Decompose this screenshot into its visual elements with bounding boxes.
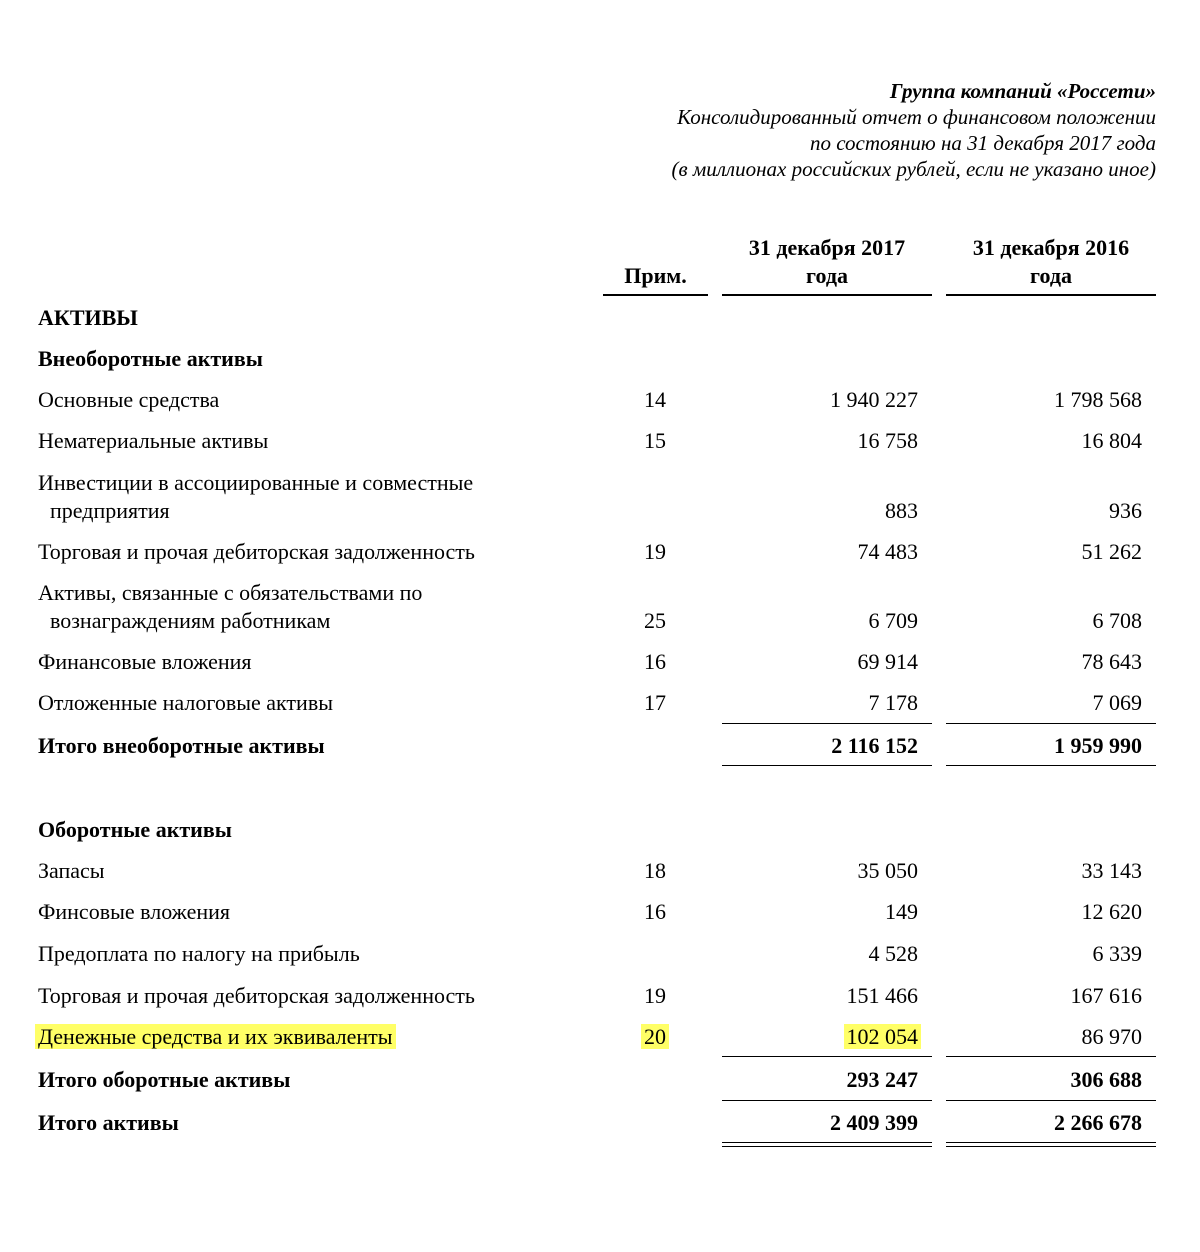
row-note: 17	[644, 690, 666, 715]
col-note-underline	[603, 294, 708, 296]
row-label: Финансовые вложения	[38, 649, 252, 674]
report-header	[672, 78, 1156, 182]
row-label: Итого внеоборотные активы	[38, 733, 325, 758]
company-name: Группа компаний «Россети»	[889, 79, 1156, 103]
section-noncurrent-label: Внеоборотные активы	[38, 346, 263, 371]
row-value-2017: 16 758	[857, 428, 918, 453]
row-value-2017: 293 247	[846, 1067, 918, 1092]
row-value-2017: 74 483	[857, 539, 918, 564]
row-note: 19	[644, 983, 666, 1008]
row-value-2016: 6 339	[1092, 941, 1142, 966]
row-note: 16	[644, 899, 666, 924]
row-value-2016: 306 688	[1070, 1067, 1142, 1092]
row-value-2016: 7 069	[1092, 690, 1142, 715]
row-label	[38, 579, 558, 635]
row-label-line2: вознаграждениям работникам	[50, 608, 331, 633]
col-2016-line1: 31 декабря 2016	[972, 235, 1130, 260]
row-value-2017: 69 914	[857, 649, 918, 674]
row-value-2017: 35 050	[857, 858, 918, 883]
row-value-2017: 6 709	[868, 608, 918, 633]
highlighted-note: 20	[641, 1024, 669, 1049]
col-2017-header	[722, 234, 932, 290]
row-value-2016: 86 970	[1081, 1024, 1142, 1049]
row-label: Итого оборотные активы	[38, 1067, 291, 1092]
row-label: Торговая и прочая дебиторская задолженность	[38, 539, 475, 564]
subtotal-rule-2016	[946, 1056, 1156, 1057]
row-value-2017: 4 528	[868, 941, 918, 966]
report-title: Консолидированный отчет о финансовом положении	[677, 105, 1156, 129]
report-date: по состоянию на 31 декабря 2017 года	[810, 131, 1156, 155]
row-value-2016: 1 959 990	[1054, 733, 1142, 758]
row-value-2016: 78 643	[1081, 649, 1142, 674]
row-label	[38, 1023, 558, 1051]
col-2017-line2: года	[806, 263, 848, 288]
col-2017-line1: 31 декабря 2017	[748, 235, 906, 260]
row-label: Нематериальные активы	[38, 428, 269, 453]
subtotal-rule-2016	[946, 723, 1156, 724]
col-2017-underline	[722, 294, 932, 296]
highlighted-label: Денежные средства и их эквиваленты	[35, 1024, 396, 1049]
row-value-2017: 2 409 399	[830, 1110, 918, 1135]
section-assets-label: АКТИВЫ	[38, 305, 138, 330]
total-rule-2017	[722, 765, 932, 766]
row-label-line1: Активы, связанные с обязательствами по	[38, 580, 423, 605]
col-note-label: Прим.	[624, 263, 687, 288]
row-label-line2: предприятия	[50, 498, 170, 523]
row-value-2016: 6 708	[1092, 608, 1142, 633]
row-note: 16	[644, 649, 666, 674]
row-note: 14	[644, 387, 666, 412]
row-value-2017: 7 178	[868, 690, 918, 715]
report-units: (в миллионах российских рублей, если не указано иное)	[671, 157, 1156, 181]
row-value-2017: 1 940 227	[830, 387, 918, 412]
col-2016-underline	[946, 294, 1156, 296]
grand-total-double-rule-2016	[946, 1142, 1156, 1147]
total-rule-2016	[946, 765, 1156, 766]
row-label	[38, 469, 558, 525]
row-value-2016: 1 798 568	[1054, 387, 1142, 412]
row-label: Основные средства	[38, 387, 220, 412]
row-label: Итого активы	[38, 1110, 179, 1135]
row-note: 18	[644, 858, 666, 883]
row-value-2017: 2 116 152	[831, 733, 918, 758]
section-current-label: Оборотные активы	[38, 817, 232, 842]
row-label: Торговая и прочая дебиторская задолженность	[38, 983, 475, 1008]
grand-total-double-rule-2017	[722, 1142, 932, 1147]
row-value-2016: 33 143	[1081, 858, 1142, 883]
row-value-2017	[847, 1023, 919, 1051]
highlighted-value: 102 054	[844, 1024, 922, 1049]
row-value-2016: 51 262	[1081, 539, 1142, 564]
row-note: 19	[644, 539, 666, 564]
row-label: Предоплата по налогу на прибыль	[38, 941, 360, 966]
col-2016-line2: года	[1030, 263, 1072, 288]
row-value-2017: 883	[885, 498, 918, 523]
row-label: Запасы	[38, 858, 105, 883]
total-rule-2016	[946, 1100, 1156, 1101]
row-label: Финсовые вложения	[38, 899, 230, 924]
row-label-line1: Инвестиции в ассоциированные и совместные	[38, 470, 474, 495]
col-2016-header	[946, 234, 1156, 290]
row-value-2017: 151 466	[846, 983, 918, 1008]
row-value-2016: 12 620	[1081, 899, 1142, 924]
row-value-2016: 16 804	[1081, 428, 1142, 453]
row-note: 25	[644, 608, 666, 633]
row-label: Отложенные налоговые активы	[38, 690, 333, 715]
col-note-header	[603, 262, 708, 290]
subtotal-rule-2017	[722, 723, 932, 724]
row-value-2016: 936	[1109, 498, 1142, 523]
row-value-2016: 2 266 678	[1054, 1110, 1142, 1135]
total-rule-2017	[722, 1100, 932, 1101]
row-value-2016: 167 616	[1070, 983, 1142, 1008]
row-note	[600, 1023, 710, 1051]
row-note: 15	[644, 428, 666, 453]
row-value-2017: 149	[885, 899, 918, 924]
subtotal-rule-2017	[722, 1056, 932, 1057]
